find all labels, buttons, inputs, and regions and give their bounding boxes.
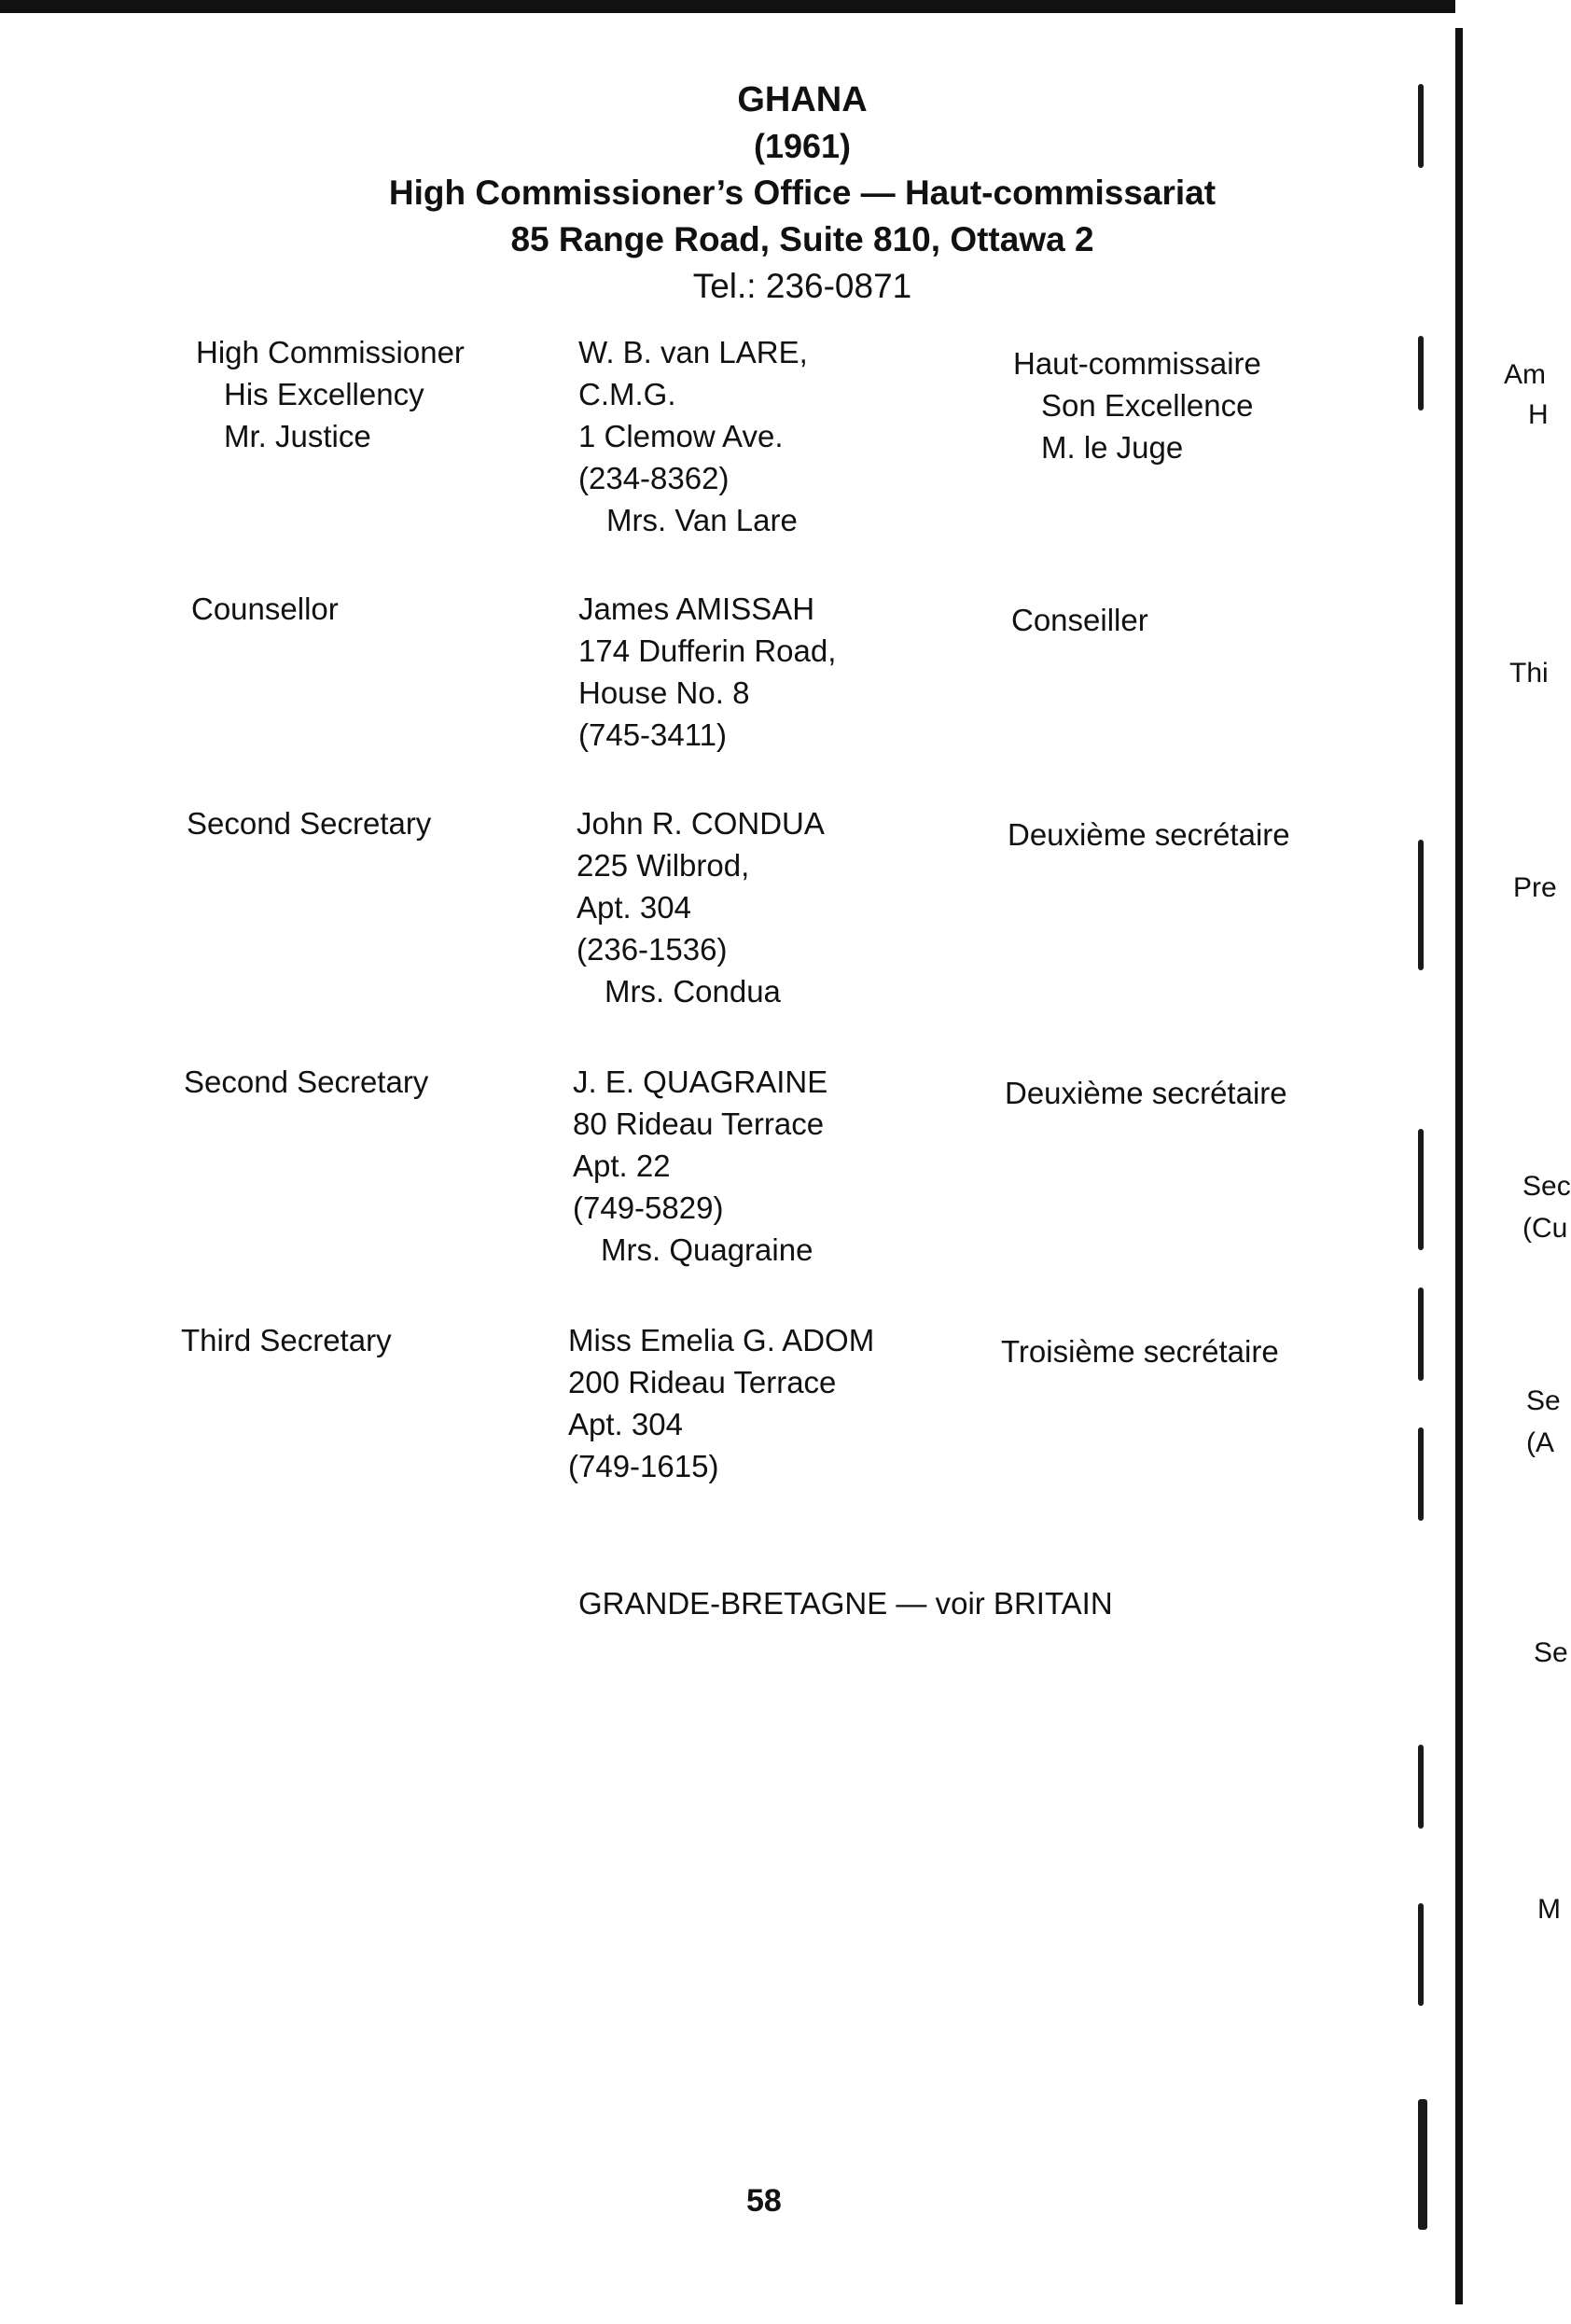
page-number: 58: [746, 2183, 782, 2219]
phone-number: (236-1536): [577, 932, 728, 967]
title-line: Second Secretary: [184, 1065, 429, 1099]
embassy-header: [280, 77, 1325, 310]
staff-name-address: [578, 588, 970, 756]
title-line: Second Secretary: [187, 806, 432, 841]
address-line: 174 Dufferin Road,: [578, 633, 837, 668]
staff-name-address: [578, 331, 970, 541]
title-line: Son Excellence: [1041, 388, 1254, 423]
binding-mark: [1418, 1287, 1424, 1381]
adjacent-page-fragment: (Cu: [1522, 1213, 1568, 1244]
phone-number: (234-8362): [578, 461, 730, 495]
title-line: Troisième secrétaire: [1001, 1334, 1279, 1369]
office-heading: High Commissioner’s Office — Haut-commissariat: [388, 174, 1216, 212]
title-english: [187, 802, 541, 844]
title-line: Third Secretary: [181, 1323, 392, 1357]
title-english: [181, 1319, 535, 1361]
binding-mark: [1418, 336, 1424, 411]
title-line: Counsellor: [191, 591, 339, 626]
phone-number: (745-3411): [578, 717, 727, 752]
binding-mark: [1418, 1129, 1424, 1250]
cross-reference: GRANDE-BRETAGNE — voir BRITAIN: [578, 1586, 1113, 1621]
staff-name: W. B. van LARE,: [578, 335, 808, 369]
adjacent-page-fragment: (A: [1526, 1427, 1554, 1458]
address-line: Apt. 304: [577, 890, 691, 925]
adjacent-page-fragment: Am: [1504, 359, 1546, 390]
adjacent-page-fragment: M: [1537, 1894, 1561, 1925]
title-french: [1001, 1330, 1411, 1372]
binding-mark: [1418, 84, 1424, 168]
office-address: 85 Range Road, Suite 810, Ottawa 2: [510, 220, 1094, 258]
title-line: Conseiller: [1011, 603, 1148, 637]
spouse-name: Mrs. Van Lare: [606, 503, 798, 537]
title-french: [1008, 814, 1418, 856]
spouse-name: Mrs. Quagraine: [601, 1232, 813, 1267]
address-line: Apt. 22: [573, 1148, 671, 1183]
address-line: 1 Clemow Ave.: [578, 419, 784, 453]
binding-mark: [1418, 840, 1424, 970]
binding-mark: [1418, 1745, 1424, 1829]
staff-name: James AMISSAH: [578, 591, 815, 626]
title-french: [1011, 599, 1422, 641]
title-line: Deuxième secrétaire: [1005, 1076, 1287, 1110]
adjacent-page-fragment: Se: [1534, 1637, 1568, 1668]
address-line: Apt. 304: [568, 1407, 683, 1441]
office-telephone: Tel.: 236-0871: [692, 267, 912, 305]
binding-spine: [1455, 28, 1463, 2304]
title-french: [1013, 342, 1424, 468]
year-heading: (1961): [753, 127, 852, 165]
staff-name-address: [568, 1319, 960, 1487]
binding-marks: [1418, 28, 1440, 2304]
address-line: C.M.G.: [578, 377, 676, 411]
phone-number: (749-1615): [568, 1449, 719, 1483]
address-line: 200 Rideau Terrace: [568, 1365, 837, 1399]
title-line: His Excellency: [224, 377, 424, 411]
adjacent-page-fragment: Se: [1526, 1385, 1561, 1416]
adjacent-page-fragment: H: [1528, 399, 1549, 430]
page-top-edge: [0, 0, 1564, 13]
binding-mark: [1418, 2099, 1427, 2230]
staff-name: John R. CONDUA: [577, 806, 825, 841]
binding-mark: [1418, 1427, 1424, 1521]
staff-name-address: [577, 802, 968, 1012]
adjacent-page-fragment: Pre: [1513, 872, 1557, 903]
title-french: [1005, 1072, 1415, 1114]
title-line: High Commissioner: [196, 335, 465, 369]
spouse-name: Mrs. Condua: [605, 974, 781, 1009]
address-line: 225 Wilbrod,: [577, 848, 750, 883]
title-english: [196, 331, 550, 457]
adjacent-page-fragment: Sec: [1522, 1171, 1571, 1202]
binding-mark: [1418, 1903, 1424, 2006]
adjacent-page-edge: [1455, 0, 1571, 2324]
address-line: House No. 8: [578, 675, 750, 710]
staff-name: J. E. QUAGRAINE: [573, 1065, 828, 1099]
title-english: [191, 588, 546, 630]
title-line: Deuxième secrétaire: [1008, 817, 1290, 852]
phone-number: (749-5829): [573, 1190, 724, 1225]
title-english: [184, 1061, 538, 1103]
title-line: Mr. Justice: [224, 419, 371, 453]
title-line: M. le Juge: [1041, 430, 1184, 465]
country-heading: GHANA: [737, 80, 868, 119]
adjacent-page-fragment: Thi: [1509, 658, 1549, 689]
staff-name: Miss Emelia G. ADOM: [568, 1323, 875, 1357]
title-line: Haut-commissaire: [1013, 346, 1261, 381]
address-line: 80 Rideau Terrace: [573, 1106, 825, 1141]
staff-name-address: [573, 1061, 965, 1271]
